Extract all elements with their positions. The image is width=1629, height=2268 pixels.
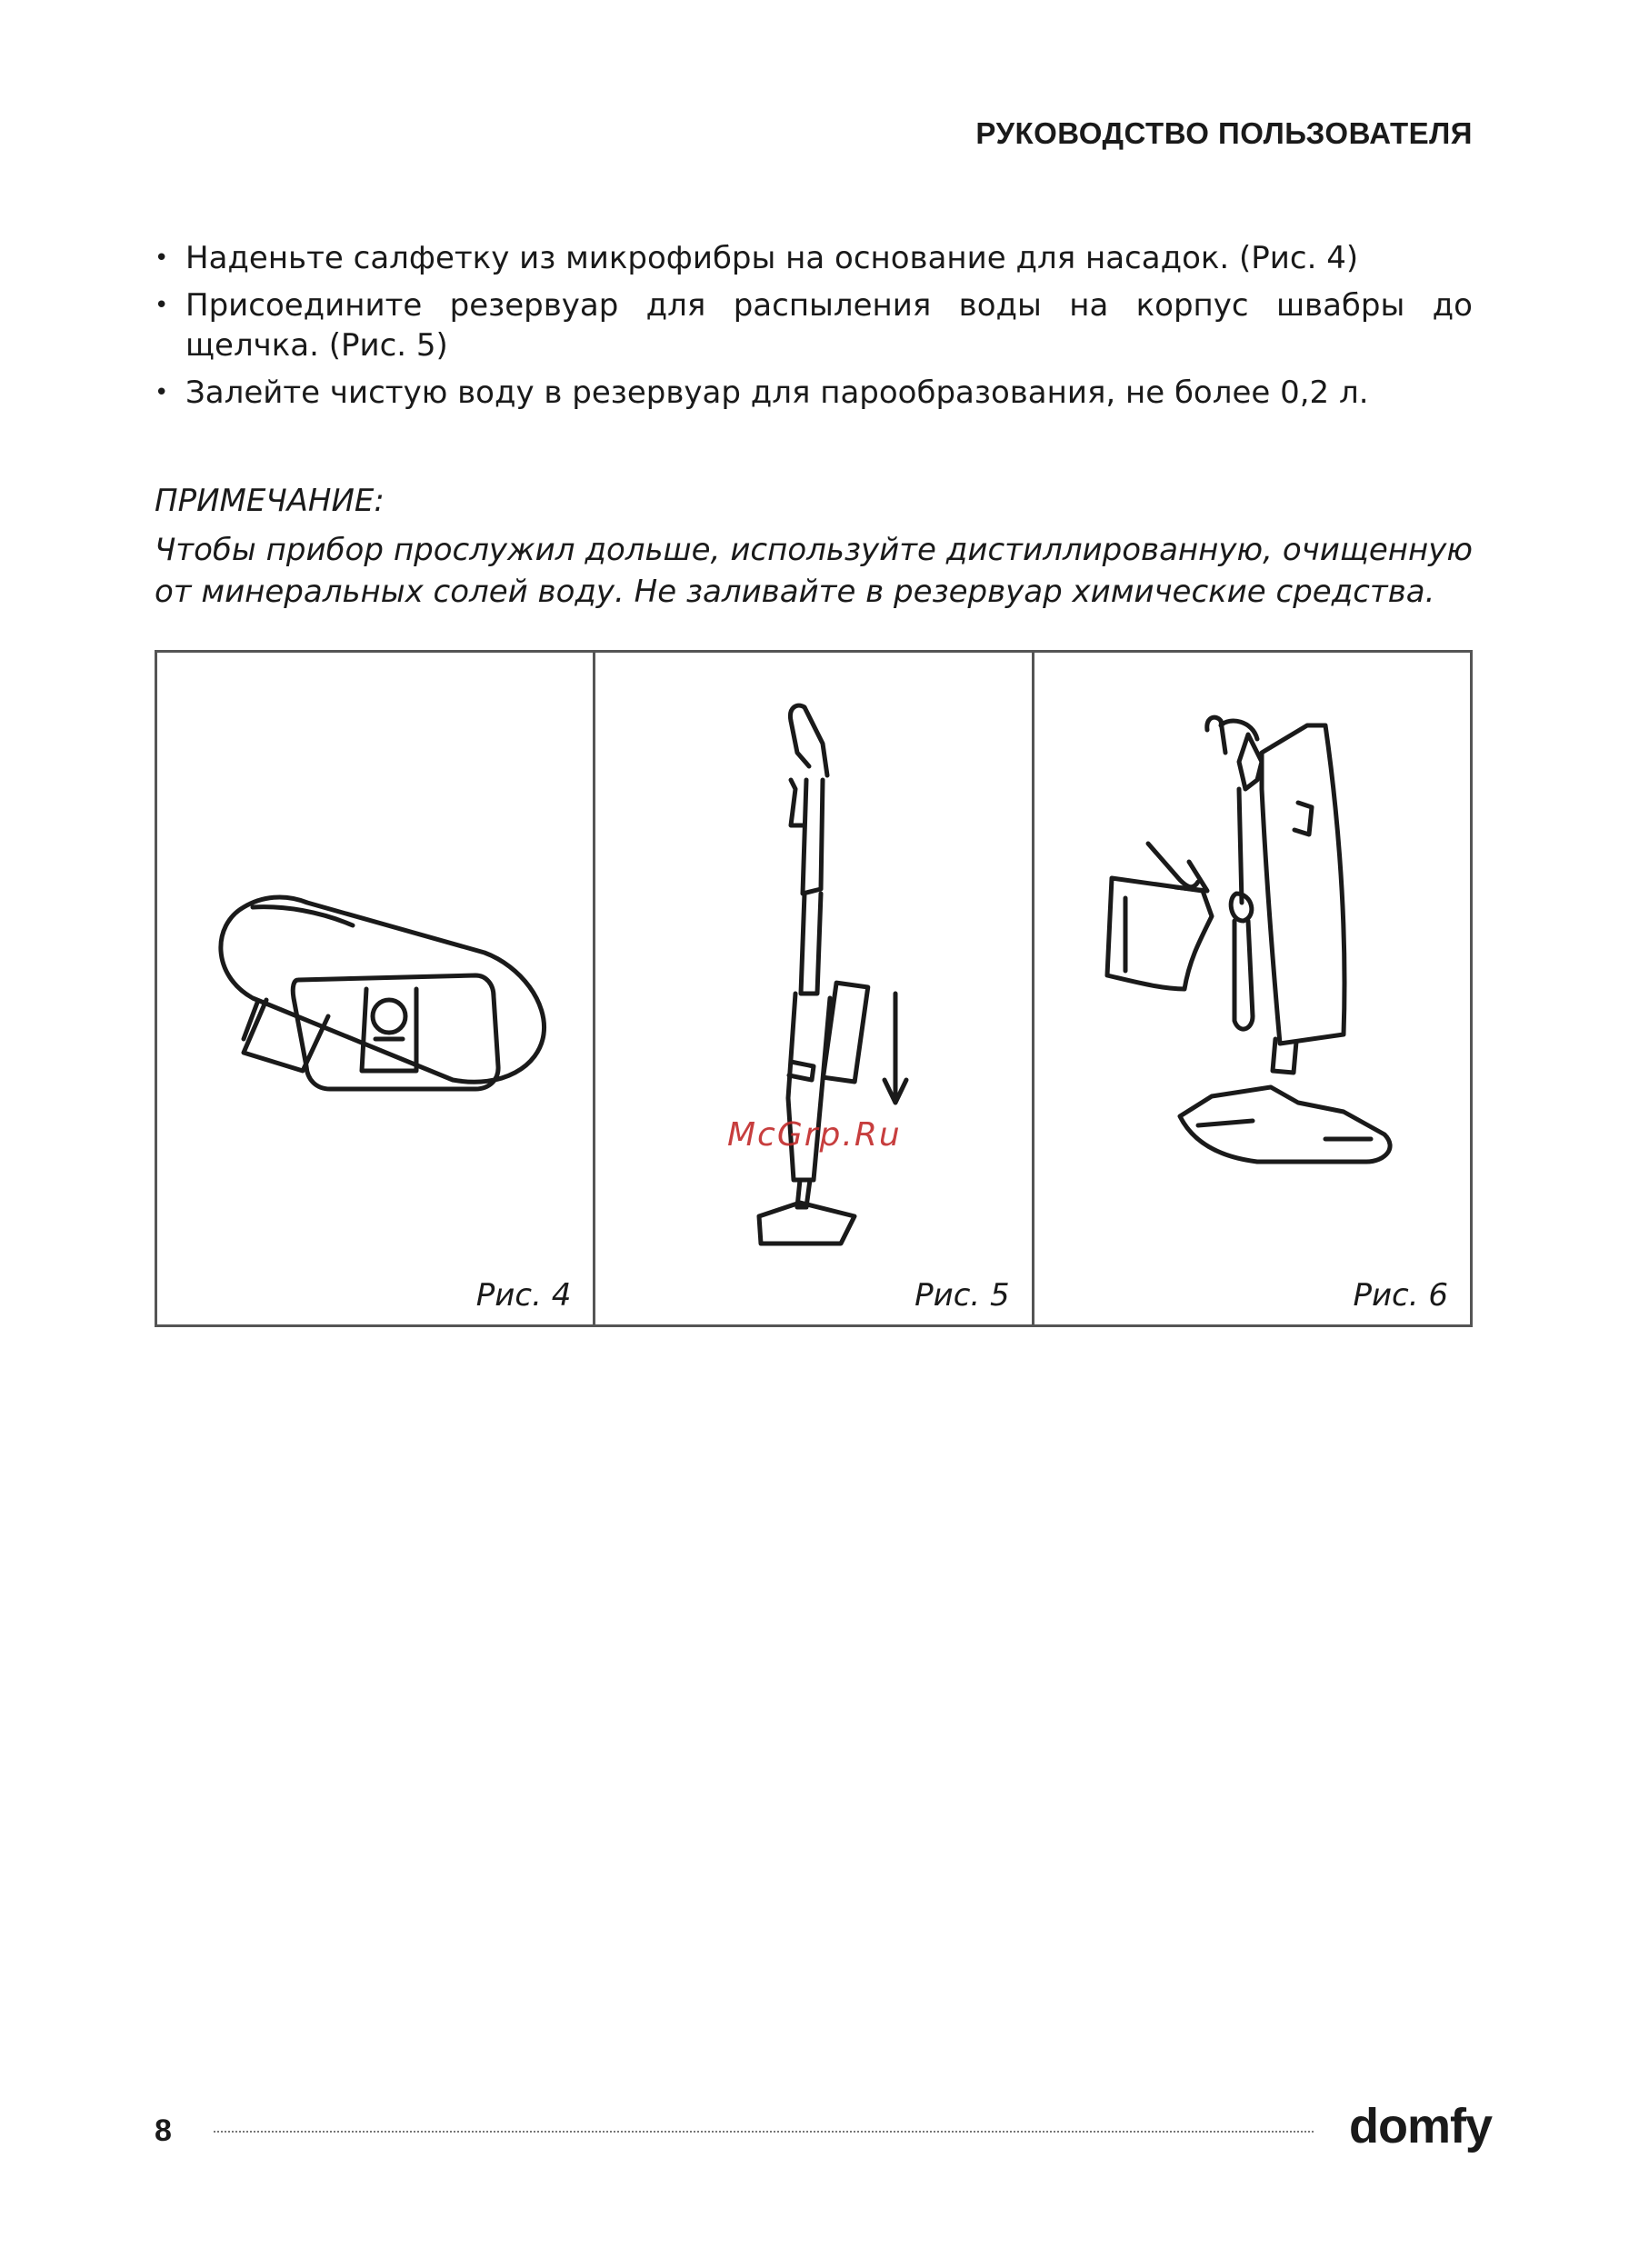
page-number: 8 [155,2113,172,2148]
instruction-item: • Залейте чистую воду в резервуар для парообразования, не более 0,2 л. [155,373,1473,413]
watermark: McGrp.Ru [727,1116,902,1154]
mop-pad-illustration-icon [157,653,594,1324]
instruction-item: • Присоедините резервуар для распыления воды на корпус швабры до щелчка. (Рис. 5) [155,285,1473,365]
figure-5 [595,653,1034,1324]
figure-6 [1034,653,1470,1324]
footer-divider [214,2131,1314,2133]
note-title: ПРИМЕЧАНИЕ: [155,483,385,519]
figures-table [155,650,1473,1327]
figure-caption: Рис. 5 [914,1277,1010,1314]
brand-logo: domfy [1349,2099,1492,2153]
instruction-item: • Наденьте салфетку из микрофибры на основание для насадок. (Рис. 4) [155,238,1473,278]
note-text: Чтобы прибор прослужил дольше, используйте дистиллированную, очищенную от минеральных солей воду. Не заливайте в резервуар химические средства. [155,532,1473,610]
fill-water-illustration-icon [1034,653,1471,1324]
figure-caption: Рис. 4 [475,1277,572,1314]
figure-4 [157,653,595,1324]
note-block [155,480,1473,613]
figure-caption: Рис. 6 [1353,1277,1448,1314]
mop-attach-tank-illustration-icon [595,653,1032,1324]
page-header-title: РУКОВОДСТВО ПОЛЬЗОВАТЕЛЯ [975,116,1473,150]
instruction-list [155,238,1473,420]
